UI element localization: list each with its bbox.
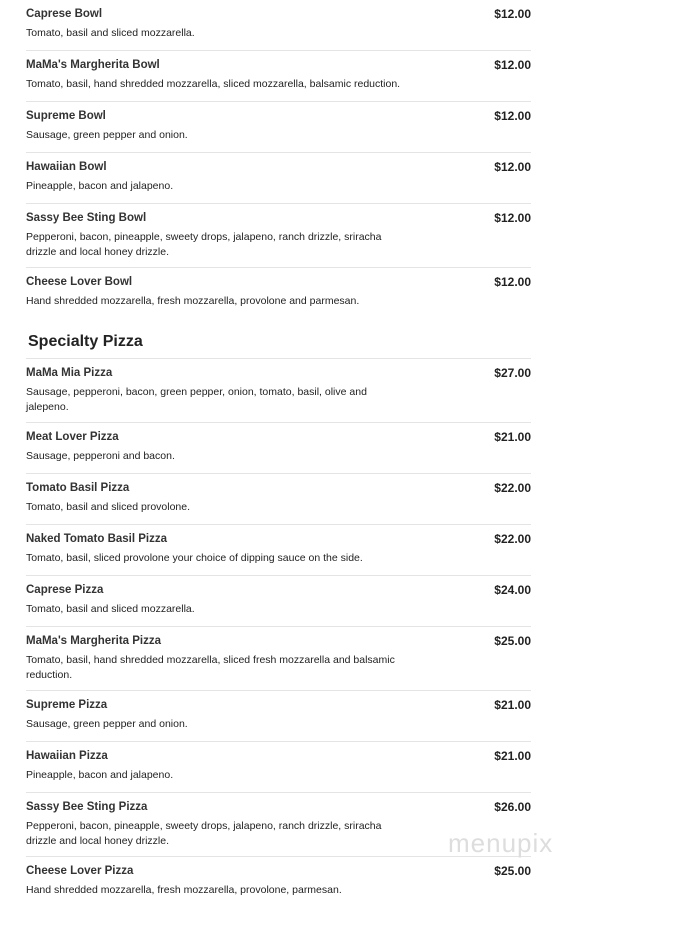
item-name: Hawaiian Bowl — [26, 161, 107, 173]
item-name: Hawaiian Pizza — [26, 750, 108, 762]
item-description: Sausage, green pepper and onion. — [26, 718, 188, 730]
item-price: $22.00 — [494, 532, 531, 546]
item-description: Pineapple, bacon and jalapeno. — [26, 180, 174, 192]
item-name: Tomato Basil Pizza — [26, 482, 130, 494]
menu-item — [26, 525, 531, 576]
item-name: Sassy Bee Sting Pizza — [26, 801, 148, 813]
item-description: Tomato, basil, hand shredded mozzarella, sliced mozzarella, balsamic reduction. — [26, 78, 401, 90]
item-description: Tomato, basil and sliced mozzarella. — [26, 27, 195, 39]
menu-item — [26, 627, 531, 691]
item-price: $22.00 — [494, 481, 531, 495]
item-name: Supreme Pizza — [26, 699, 108, 711]
item-description: Tomato, basil and sliced provolone. — [26, 501, 191, 513]
menu-item — [26, 51, 531, 102]
item-name: Meat Lover Pizza — [26, 431, 119, 443]
item-name: Caprese Bowl — [26, 8, 103, 20]
item-price: $12.00 — [494, 211, 531, 225]
item-price: $21.00 — [494, 749, 531, 763]
item-description: Sausage, green pepper and onion. — [26, 129, 188, 141]
item-price: $21.00 — [494, 430, 531, 444]
item-price: $12.00 — [494, 109, 531, 123]
menu-item — [26, 857, 531, 907]
menupix-watermark: menupix — [448, 828, 554, 858]
item-description: Pepperoni, bacon, pineapple, sweety drops, jalapeno, ranch drizzle, sriracha drizzle and local honey drizzle. — [26, 231, 382, 258]
item-description: Pepperoni, bacon, pineapple, sweety drops, jalapeno, ranch drizzle, sriracha drizzle and local honey drizzle. — [26, 820, 382, 847]
item-name: Naked Tomato Basil Pizza — [26, 533, 168, 545]
item-price: $12.00 — [494, 58, 531, 72]
menu-item — [26, 359, 531, 423]
menu-item — [26, 423, 531, 474]
menu — [26, 0, 531, 907]
item-name: Cheese Lover Pizza — [26, 865, 134, 877]
item-description: Pineapple, bacon and jalapeno. — [26, 769, 174, 781]
menu-item — [26, 691, 531, 742]
item-name: Cheese Lover Bowl — [26, 276, 133, 288]
item-description: Tomato, basil, hand shredded mozzarella, sliced fresh mozzarella and balsamic reduction. — [26, 654, 395, 681]
item-description: Hand shredded mozzarella, fresh mozzarella, provolone, parmesan. — [26, 884, 342, 896]
item-description: Tomato, basil and sliced mozzarella. — [26, 603, 195, 615]
item-name: Supreme Bowl — [26, 110, 106, 122]
item-description: Tomato, basil, sliced provolone your choice of dipping sauce on the side. — [26, 552, 363, 564]
item-price: $24.00 — [494, 583, 531, 597]
item-description: Hand shredded mozzarella, fresh mozzarella, provolone and parmesan. — [26, 295, 360, 307]
menu-item — [26, 474, 531, 525]
menu-item — [26, 0, 531, 51]
item-name: MaMa's Margherita Bowl — [26, 59, 160, 71]
item-description: Sausage, pepperoni, bacon, green pepper, onion, tomato, basil, olive and jalepeno. — [26, 386, 367, 413]
menu-item — [26, 742, 531, 793]
item-name: Sassy Bee Sting Bowl — [26, 212, 147, 224]
item-price: $26.00 — [494, 800, 531, 814]
item-price: $25.00 — [494, 634, 531, 648]
bowl-list — [26, 0, 531, 318]
pizza-list — [26, 359, 531, 907]
menu-item — [26, 268, 531, 318]
item-description: Sausage, pepperoni and bacon. — [26, 450, 175, 462]
item-price: $27.00 — [494, 366, 531, 380]
menu-item — [26, 102, 531, 153]
item-name: MaMa Mia Pizza — [26, 367, 113, 379]
item-price: $12.00 — [494, 7, 531, 21]
item-name: MaMa's Margherita Pizza — [26, 635, 162, 647]
menu-item — [26, 576, 531, 627]
item-price: $25.00 — [494, 864, 531, 878]
menu-item — [26, 204, 531, 268]
item-price: $12.00 — [494, 275, 531, 289]
item-price: $21.00 — [494, 698, 531, 712]
section-heading-specialty-pizza: Specialty Pizza — [26, 318, 531, 359]
item-name: Caprese Pizza — [26, 584, 104, 596]
menu-item — [26, 153, 531, 204]
item-price: $12.00 — [494, 160, 531, 174]
